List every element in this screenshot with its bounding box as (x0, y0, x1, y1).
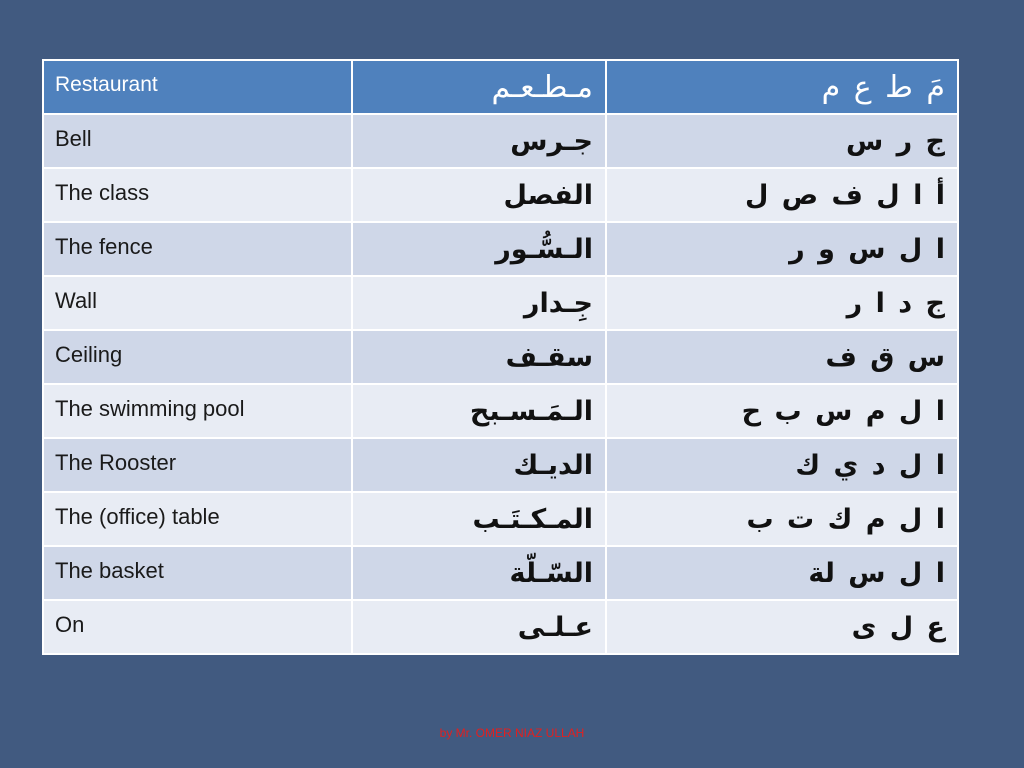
arabic-word: جِـدار (352, 276, 606, 330)
table-row (43, 600, 958, 654)
arabic-word: عـلـى (352, 600, 606, 654)
arabic-word: سقـف (352, 330, 606, 384)
arabic-letters: ا ل م ك ت ب (606, 492, 958, 546)
arabic-word: الـسُّـور (352, 222, 606, 276)
table-row (43, 546, 958, 600)
english-word: On (43, 600, 352, 654)
header-arabic-word: مـطـعـم (352, 60, 606, 114)
arabic-word: المـكـتَـب (352, 492, 606, 546)
arabic-letters: ا ل د ي ك (606, 438, 958, 492)
arabic-word: الـمَـسـبح (352, 384, 606, 438)
english-word: The basket (43, 546, 352, 600)
header-arabic-letters: مَ ط ع م (606, 60, 958, 114)
english-word: The fence (43, 222, 352, 276)
english-word: Bell (43, 114, 352, 168)
english-word: Ceiling (43, 330, 352, 384)
arabic-word: السّـلّة (352, 546, 606, 600)
arabic-letters: ا ل س لة (606, 546, 958, 600)
english-word: The (office) table (43, 492, 352, 546)
table-row (43, 492, 958, 546)
arabic-letters: ع ل ى (606, 600, 958, 654)
arabic-word: الفصل (352, 168, 606, 222)
table-row (43, 438, 958, 492)
arabic-word: جـرس (352, 114, 606, 168)
header-english: Restaurant (43, 60, 352, 114)
english-word: The Rooster (43, 438, 352, 492)
english-word: The swimming pool (43, 384, 352, 438)
table-row (43, 330, 958, 384)
arabic-letters: ج ر س (606, 114, 958, 168)
table-row (43, 168, 958, 222)
arabic-word: الديـك (352, 438, 606, 492)
table-row (43, 222, 958, 276)
arabic-letters: أ ا ل ف ص ل (606, 168, 958, 222)
vocabulary-table (42, 59, 959, 655)
english-word: Wall (43, 276, 352, 330)
arabic-letters: ج د ا ر (606, 276, 958, 330)
table-row (43, 114, 958, 168)
author-credit: by Mr. OMER NIAZ ULLAH (439, 726, 585, 740)
arabic-letters: ا ل م س ب ح (606, 384, 958, 438)
table-row (43, 276, 958, 330)
table-header-row (43, 60, 958, 114)
arabic-letters: س ق ف (606, 330, 958, 384)
table-row (43, 384, 958, 438)
english-word: The class (43, 168, 352, 222)
arabic-letters: ا ل س و ر (606, 222, 958, 276)
